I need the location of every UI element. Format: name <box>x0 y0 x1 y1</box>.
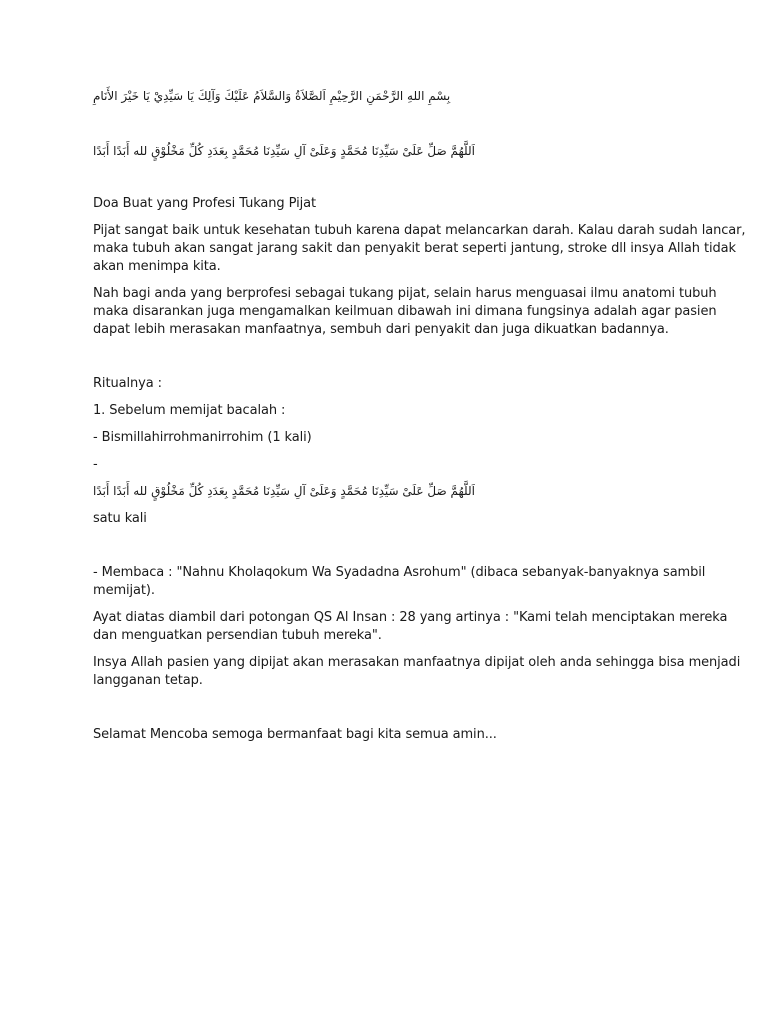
paragraph-line: Nah bagi anda yang berprofesi sebagai tukang pijat, selain harus menguasai ilmu anatomi tubuh <box>93 286 717 301</box>
ritual-heading: Ritualnya : <box>93 376 162 391</box>
bismillah-line: - Bismillahirrohmanirrohim (1 kali) <box>93 430 312 445</box>
paragraph-line: Pijat sangat baik untuk kesehatan tubuh karena dapat melancarkan darah. Kalau darah sudah lancar, <box>93 223 746 238</box>
document-title: Doa Buat yang Profesi Tukang Pijat <box>93 196 316 211</box>
paragraph-line: Ayat diatas diambil dari potongan QS Al Insan : 28 yang artinya : "Kami telah menciptakan mereka <box>93 610 728 625</box>
paragraph-line: maka disarankan juga mengamalkan keilmuan dibawah ini dimana fungsinya adalah agar pasien <box>93 304 717 319</box>
satu-kali-line: satu kali <box>93 511 147 526</box>
arabic-salawat: اَللَّهُمَّ صَلِّ عَلَىْ سَيِّدِنَا مُحَمَّدٍ وَعَلَىْ آلِ سَيِّدِنَا مُحَمَّدٍ بِعَدَدِ كُلِّ مَخْلُوْقٍ لله أَبَدًا أَبَدًا <box>93 144 475 158</box>
arabic-invocation: بِسْمِ اللهِ الرَّحْمَنِ الرَّحِيْمِ اَلصَّلاَةُ وَالسَّلاَمُ عَلَيْكَ وَآلِكَ يَا سَيِّدِيْ يَا خَيْرَ الأَنَامِ <box>93 89 451 103</box>
closing-line: Selamat Mencoba semoga bermanfaat bagi kita semua amin... <box>93 727 497 742</box>
paragraph-line: memijat). <box>93 583 155 598</box>
paragraph-line: akan menimpa kita. <box>93 259 221 274</box>
paragraph-line: dapat lebih merasakan manfaatnya, sembuh dari penyakit dan juga dikuatkan badannya. <box>93 322 669 337</box>
paragraph-line: dan menguatkan persendian tubuh mereka". <box>93 628 382 643</box>
step-one: 1. Sebelum memijat bacalah : <box>93 403 286 418</box>
paragraph-line: Insya Allah pasien yang dipijat akan merasakan manfaatnya dipijat oleh anda sehingga bisa menjadi <box>93 655 741 670</box>
dash-line: - <box>93 457 98 472</box>
paragraph-line: - Membaca : "Nahnu Kholaqokum Wa Syadadna Asrohum" (dibaca sebanyak-banyaknya sambil <box>93 565 706 580</box>
arabic-salawat-repeat: اَللَّهُمَّ صَلِّ عَلَىْ سَيِّدِنَا مُحَمَّدٍ وَعَلَىْ آلِ سَيِّدِنَا مُحَمَّدٍ بِعَدَدِ كُلِّ مَخْلُوْقٍ لله أَبَدًا أَبَدًا <box>93 484 475 498</box>
paragraph-line: maka tubuh akan sangat jarang sakit dan penyakit berat seperti jantung, stroke dll insya Allah tidak <box>93 241 736 256</box>
paragraph-line: langganan tetap. <box>93 673 203 688</box>
